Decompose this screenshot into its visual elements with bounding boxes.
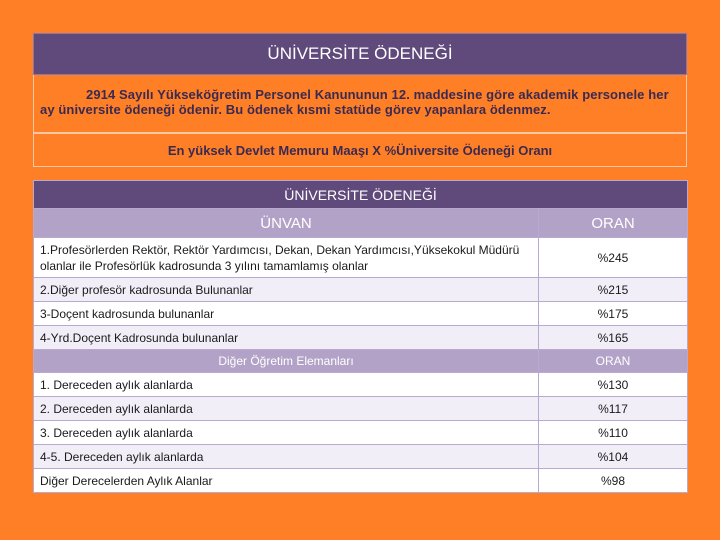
row-title: 3-Doçent kadrosunda bulunanlar xyxy=(34,302,539,326)
formula-box xyxy=(33,133,687,167)
table-row xyxy=(34,238,688,278)
table-row xyxy=(34,421,688,445)
row-title: 2. Dereceden aylık alanlarda xyxy=(34,397,539,421)
row-title: 2.Diğer profesör kadrosunda Bulunanlar xyxy=(34,278,539,302)
table-row xyxy=(34,278,688,302)
table-row xyxy=(34,469,688,493)
row-title: 1. Dereceden aylık alanlarda xyxy=(34,373,539,397)
table-row xyxy=(34,397,688,421)
row-rate: %165 xyxy=(539,326,688,350)
row-rate: %130 xyxy=(539,373,688,397)
row-title: 4-Yrd.Doçent Kadrosunda bulunanlar xyxy=(34,326,539,350)
row-rate: %215 xyxy=(539,278,688,302)
column-header-row xyxy=(34,209,688,238)
subheader-title: Diğer Öğretim Elemanları xyxy=(34,350,539,373)
formula-text: En yüksek Devlet Memuru Maaşı X %Üniversite Ödeneği Oranı xyxy=(167,142,553,158)
row-title: Diğer Derecelerden Aylık Alanlar xyxy=(34,469,539,493)
row-title: 1.Profesörlerden Rektör, Rektör Yardımcısı, Dekan, Dekan Yardımcısı,Yüksekokul Müdürü olanlar ile Profesörlük kadrosunda 3 yılını tamamlamış olanlar xyxy=(34,238,539,278)
row-rate: %117 xyxy=(539,397,688,421)
table-row xyxy=(34,373,688,397)
subheader-rate: ORAN xyxy=(539,350,688,373)
description-text: 2914 Sayılı Yükseköğretim Personel Kanununun 12. maddesine göre akademik personele her ay üniversite ödeneği ödenir. Bu ödenek kısmi statüde görev yapanlara ödenmez. xyxy=(40,87,669,117)
page-title: ÜNİVERSİTE ÖDENEĞİ xyxy=(267,44,453,63)
allowance-table xyxy=(33,180,688,493)
row-title: 4-5. Dereceden aylık alanlarda xyxy=(34,445,539,469)
description-box xyxy=(33,75,687,133)
subheader-row xyxy=(34,350,688,373)
table-row xyxy=(34,445,688,469)
column-header-rate: ORAN xyxy=(539,209,688,238)
row-rate: %110 xyxy=(539,421,688,445)
table-title-row xyxy=(34,181,688,209)
row-title: 3. Dereceden aylık alanlarda xyxy=(34,421,539,445)
table-row xyxy=(34,326,688,350)
column-header-title: ÜNVAN xyxy=(34,209,539,238)
row-rate: %245 xyxy=(539,238,688,278)
table-row xyxy=(34,302,688,326)
page-title-box xyxy=(33,33,687,75)
table-title: ÜNİVERSİTE ÖDENEĞİ xyxy=(34,181,688,209)
row-rate: %104 xyxy=(539,445,688,469)
row-rate: %98 xyxy=(539,469,688,493)
row-rate: %175 xyxy=(539,302,688,326)
